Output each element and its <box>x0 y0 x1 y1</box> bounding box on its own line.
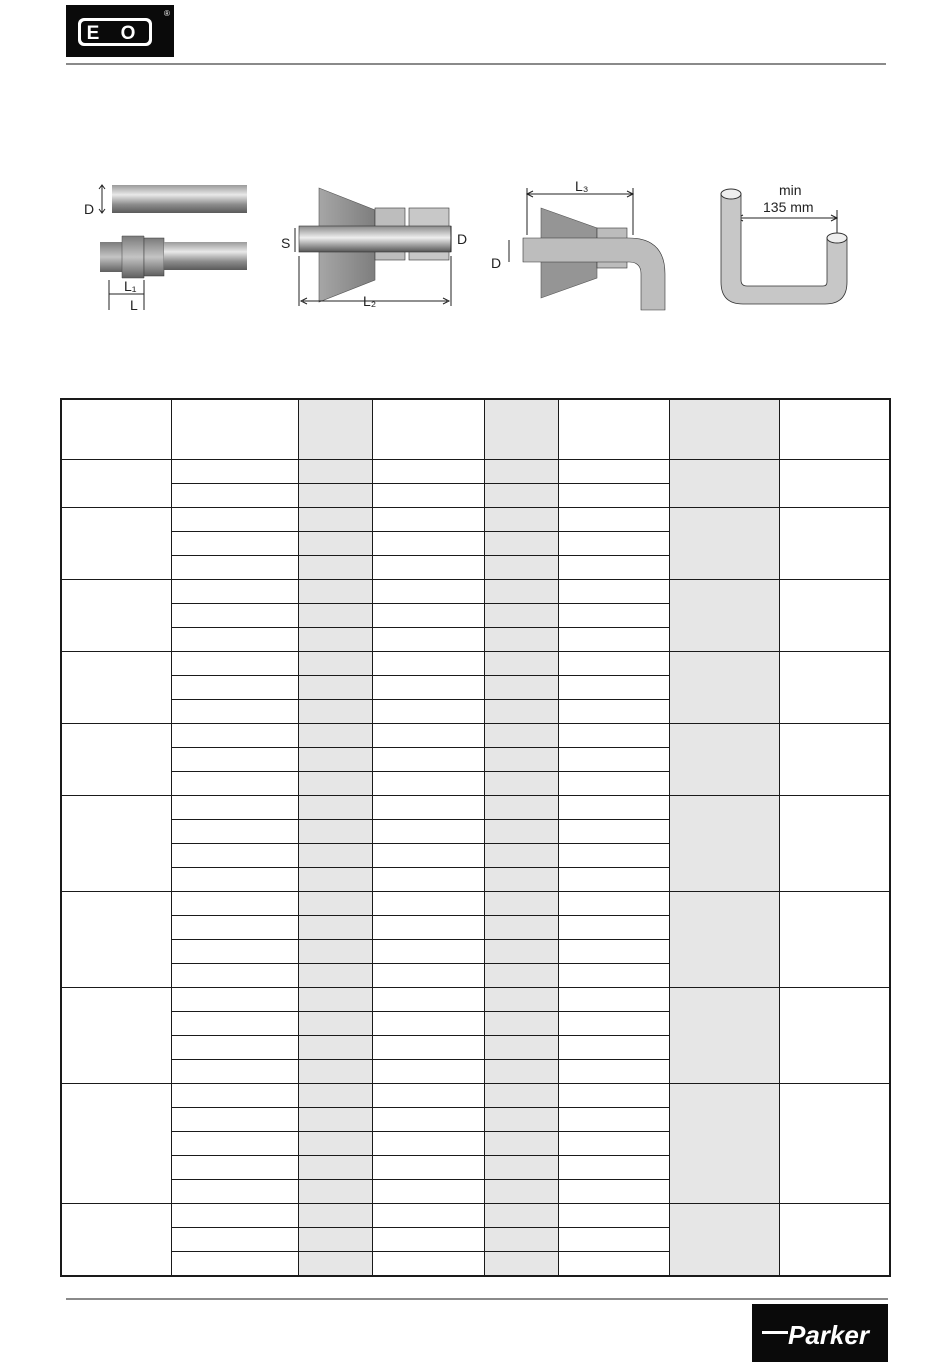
table-cell <box>484 1036 558 1060</box>
table-cell <box>484 1228 558 1252</box>
table-cell <box>484 1252 558 1277</box>
table-cell <box>298 1060 372 1084</box>
table-cell <box>298 580 372 604</box>
table-cell <box>298 484 372 508</box>
table-cell <box>372 604 484 628</box>
table-cell <box>558 1252 669 1277</box>
table-cell <box>558 772 669 796</box>
table-cell <box>61 460 171 508</box>
table-cell <box>298 1228 372 1252</box>
table-cell <box>484 940 558 964</box>
header-cell <box>558 399 669 460</box>
table-cell <box>669 508 779 580</box>
table-cell <box>484 1204 558 1228</box>
table-header-row <box>61 399 890 460</box>
table-cell <box>372 1252 484 1277</box>
table-cell <box>558 1180 669 1204</box>
table-cell <box>558 532 669 556</box>
table-cell <box>558 1132 669 1156</box>
table-cell <box>171 868 298 892</box>
table-cell <box>372 460 484 484</box>
table-cell <box>372 916 484 940</box>
table-cell <box>669 652 779 724</box>
header-cell <box>484 399 558 460</box>
table-cell <box>372 556 484 580</box>
table-cell <box>372 1060 484 1084</box>
table-cell <box>484 580 558 604</box>
table-cell <box>484 724 558 748</box>
table-cell <box>558 844 669 868</box>
table-cell <box>298 1084 372 1108</box>
table-cell <box>61 892 171 988</box>
table-cell <box>779 652 890 724</box>
table-cell <box>558 1108 669 1132</box>
table-row <box>61 460 890 484</box>
table-cell <box>372 892 484 916</box>
table-row <box>61 1204 890 1228</box>
table-cell <box>171 1228 298 1252</box>
header-cell <box>61 399 171 460</box>
table-cell <box>171 1012 298 1036</box>
diameter-label-2: D <box>457 231 468 247</box>
table-cell <box>298 1108 372 1132</box>
table-cell <box>171 796 298 820</box>
table-cell <box>669 796 779 892</box>
eo-logo <box>66 5 174 57</box>
table-cell <box>171 1204 298 1228</box>
table-cell <box>558 892 669 916</box>
table-cell <box>558 820 669 844</box>
table-cell <box>171 988 298 1012</box>
table-cell <box>669 1084 779 1204</box>
table-cell <box>484 964 558 988</box>
table-cell <box>298 964 372 988</box>
wall-thickness-label: S <box>281 235 291 251</box>
table-cell <box>372 1156 484 1180</box>
table-cell <box>669 460 779 508</box>
table-cell <box>298 820 372 844</box>
table-cell <box>484 1132 558 1156</box>
table-row <box>61 652 890 676</box>
table-cell <box>669 892 779 988</box>
table-cell <box>171 1084 298 1108</box>
table-cell <box>484 772 558 796</box>
table-cell <box>171 556 298 580</box>
table-cell <box>298 796 372 820</box>
table-cell <box>298 1180 372 1204</box>
table-cell <box>484 484 558 508</box>
table-cell <box>484 652 558 676</box>
table-cell <box>171 844 298 868</box>
diameter-label-3: D <box>491 255 502 271</box>
table-cell <box>171 532 298 556</box>
table-cell <box>372 1132 484 1156</box>
table-cell <box>779 1084 890 1204</box>
table-cell <box>171 580 298 604</box>
table-cell <box>171 604 298 628</box>
table-cell <box>298 916 372 940</box>
table-cell <box>298 1036 372 1060</box>
table-cell <box>171 484 298 508</box>
table-row <box>61 508 890 532</box>
table-cell <box>171 1036 298 1060</box>
table-cell <box>61 1204 171 1277</box>
table-cell <box>558 580 669 604</box>
table-cell <box>779 580 890 652</box>
parker-logo-text: Parker <box>788 1320 869 1350</box>
table-cell <box>372 1204 484 1228</box>
table-cell <box>669 988 779 1084</box>
table-cell <box>779 892 890 988</box>
table-cell <box>484 1084 558 1108</box>
table-cell <box>558 868 669 892</box>
table-row <box>61 796 890 820</box>
table-cell <box>372 676 484 700</box>
table-cell <box>171 748 298 772</box>
table-cell <box>779 796 890 892</box>
table-cell <box>558 748 669 772</box>
table-cell <box>372 1228 484 1252</box>
table-cell <box>171 820 298 844</box>
table-cell <box>61 652 171 724</box>
table-cell <box>484 556 558 580</box>
table-cell <box>298 844 372 868</box>
table-cell <box>298 652 372 676</box>
table-cell <box>558 460 669 484</box>
table-cell <box>372 652 484 676</box>
table-cell <box>298 532 372 556</box>
table-cell <box>558 652 669 676</box>
header-cell <box>669 399 779 460</box>
table-row <box>61 1084 890 1108</box>
table-cell <box>372 964 484 988</box>
table-cell <box>372 748 484 772</box>
header-cell <box>779 399 890 460</box>
table-cell <box>298 1252 372 1277</box>
table-cell <box>171 772 298 796</box>
l2-label: L₂ <box>363 293 377 309</box>
table-cell <box>298 1132 372 1156</box>
table-cell <box>558 1084 669 1108</box>
table-cell <box>298 556 372 580</box>
table-cell <box>171 460 298 484</box>
table-cell <box>298 604 372 628</box>
table-cell <box>558 556 669 580</box>
table-cell <box>558 1228 669 1252</box>
parker-logo <box>752 1304 888 1362</box>
table-cell <box>298 508 372 532</box>
registered-mark: ® <box>164 9 170 18</box>
table-cell <box>669 1204 779 1277</box>
table-cell <box>558 676 669 700</box>
table-cell <box>372 820 484 844</box>
table-row <box>61 892 890 916</box>
table-cell <box>298 1012 372 1036</box>
table-cell <box>372 1036 484 1060</box>
table-cell <box>61 580 171 652</box>
table-cell <box>372 796 484 820</box>
table-cell <box>484 796 558 820</box>
table-cell <box>171 508 298 532</box>
table-cell <box>484 508 558 532</box>
table-cell <box>558 508 669 532</box>
table-cell <box>372 700 484 724</box>
table-cell <box>298 1204 372 1228</box>
diameter-label: D <box>84 201 95 217</box>
table-cell <box>298 772 372 796</box>
table-cell <box>298 748 372 772</box>
table-cell <box>669 580 779 652</box>
min-label: min <box>779 182 802 198</box>
l-label: L <box>130 297 138 313</box>
table-cell <box>372 1180 484 1204</box>
table-cell <box>484 604 558 628</box>
table-cell <box>484 532 558 556</box>
table-cell <box>558 484 669 508</box>
min-length-label: 135 mm <box>763 199 814 215</box>
table-cell <box>372 532 484 556</box>
table-cell <box>779 460 890 508</box>
table-cell <box>558 700 669 724</box>
table-cell <box>298 676 372 700</box>
table-cell <box>298 892 372 916</box>
table-cell <box>171 1108 298 1132</box>
table-cell <box>558 1060 669 1084</box>
table-cell <box>372 868 484 892</box>
header-divider <box>66 63 886 65</box>
table-cell <box>779 1204 890 1277</box>
table-cell <box>298 940 372 964</box>
table-cell <box>558 1012 669 1036</box>
table-cell <box>171 1252 298 1277</box>
table-cell <box>298 1156 372 1180</box>
header-cell <box>372 399 484 460</box>
table-cell <box>779 508 890 580</box>
table-cell <box>171 652 298 676</box>
table-cell <box>484 1060 558 1084</box>
l3-label: L₃ <box>575 178 589 194</box>
table-cell <box>372 772 484 796</box>
table-cell <box>484 1180 558 1204</box>
table-cell <box>61 1084 171 1204</box>
table-cell <box>171 1132 298 1156</box>
table-cell <box>61 508 171 580</box>
table-cell <box>484 1156 558 1180</box>
table-cell <box>372 580 484 604</box>
table-cell <box>298 988 372 1012</box>
table-cell <box>779 988 890 1084</box>
l1-label: L₁ <box>124 278 137 294</box>
table-cell <box>171 1180 298 1204</box>
table-cell <box>61 988 171 1084</box>
header-cell <box>298 399 372 460</box>
table-cell <box>171 628 298 652</box>
table-cell <box>372 724 484 748</box>
table-cell <box>558 796 669 820</box>
footer-divider <box>66 1298 888 1300</box>
table-cell <box>171 940 298 964</box>
table-cell <box>484 1012 558 1036</box>
table-cell <box>558 988 669 1012</box>
table-cell <box>779 724 890 796</box>
table-cell <box>372 508 484 532</box>
table-cell <box>484 748 558 772</box>
table-cell <box>558 724 669 748</box>
table-cell <box>171 676 298 700</box>
table-cell <box>298 868 372 892</box>
table-cell <box>558 1156 669 1180</box>
table-cell <box>558 916 669 940</box>
tube-cut-length-figure <box>277 180 468 310</box>
table-cell <box>298 724 372 748</box>
table-cell <box>484 700 558 724</box>
table-cell <box>171 964 298 988</box>
table-cell <box>558 1036 669 1060</box>
spec-table <box>60 398 891 1277</box>
table-cell <box>558 940 669 964</box>
table-cell <box>171 1060 298 1084</box>
table-cell <box>298 700 372 724</box>
table-cell <box>171 892 298 916</box>
tube-insertion-depth-figure <box>72 180 255 313</box>
table-row <box>61 988 890 1012</box>
header-cell <box>171 399 298 460</box>
tube-bend-straight-length-figure <box>483 180 671 310</box>
table-cell <box>484 820 558 844</box>
table-cell <box>558 628 669 652</box>
table-cell <box>484 628 558 652</box>
table-cell <box>171 700 298 724</box>
table-cell <box>61 724 171 796</box>
table-cell <box>484 1108 558 1132</box>
table-cell <box>558 1204 669 1228</box>
table-cell <box>484 676 558 700</box>
table-cell <box>484 916 558 940</box>
table-cell <box>298 460 372 484</box>
table-cell <box>484 844 558 868</box>
table-cell <box>484 868 558 892</box>
table-cell <box>372 1108 484 1132</box>
eo-logo-text: E O <box>86 23 144 44</box>
table-cell <box>171 916 298 940</box>
table-cell <box>372 628 484 652</box>
table-cell <box>372 940 484 964</box>
table-cell <box>484 892 558 916</box>
table-cell <box>484 460 558 484</box>
table-cell <box>372 484 484 508</box>
u-bend-min-length-figure <box>697 180 879 310</box>
table-cell <box>61 796 171 892</box>
table-cell <box>372 1084 484 1108</box>
table-cell <box>372 844 484 868</box>
table-cell <box>558 604 669 628</box>
table-cell <box>372 988 484 1012</box>
table-cell <box>298 628 372 652</box>
table-cell <box>171 1156 298 1180</box>
table-row <box>61 724 890 748</box>
table-cell <box>558 964 669 988</box>
table-row <box>61 580 890 604</box>
table-cell <box>372 1012 484 1036</box>
table-cell <box>484 988 558 1012</box>
table-cell <box>669 724 779 796</box>
table-cell <box>171 724 298 748</box>
